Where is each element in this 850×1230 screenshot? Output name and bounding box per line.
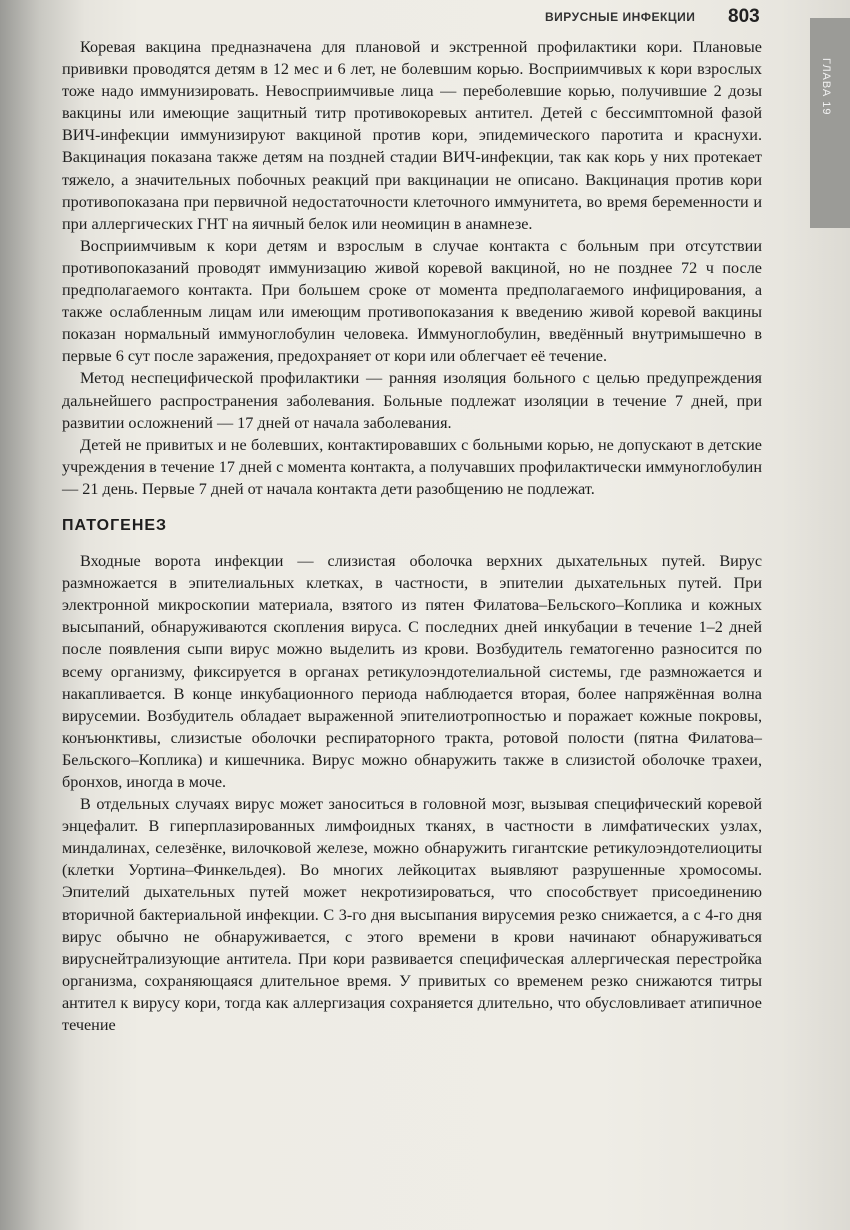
chapter-side-tab [810,18,850,228]
page-number: 803 [728,6,760,27]
paragraph-nonspecific-prevention: Метод неспецифической профилактики — ранняя изоляция больного с целью предупреждения дальнейшего распространения заболевания. Больные подлежат изоляции в течение 7 дней, при развитии осложнений — 17 дней от начала заболевания. [62,369,762,432]
paragraph-encephalitis: В отдельных случаях вирус может заноситься в головной мозг, вызывая специфический коревой энцефалит. В гиперплазированных лимфоидных тканях, в частности в лимфатических узлах, миндалинах, селезёнке, вилочковой железе, можно обнаружить гигантские ретикулоэндотелиоциты (клетки Уортина–Финкельдея). Во многих лейкоцитах выявляют разрушенные хромосомы. Эпителий дыхательных путей может некротизироваться, что способствует присоединению вторичной бактериальной инфекции. С 3-го дня высыпания вирусемия резко снижается, а с 4-го дня вирус обычно не обнаруживается, с этого времени в крови начинают обнаруживаться вируснейтрализующие антитела. При кори развивается специфическая аллергическая перестройка организма, сохраняющаяся длительное время. У привитых со временем резко снижаются титры антител к вирусу кори, тогда как аллергизация сохраняется длительно, что обусловливает атипичное течение [62,795,762,1035]
chapter-side-tab-label: ГЛАВА 19 [820,58,832,116]
paragraph-contact-quarantine: Детей не привитых и не болевших, контактировавших с больными корью, не допускают в детские учреждения в течение 17 дней с момента контакта, а получавших профилактически иммуноглобулин — 21 день. Первые 7 дней от начала контакта дети разобщению не подлежат. [62,435,762,498]
paragraph-vaccine-purpose: Коревая вакцина предназначена для плановой и экстренной профилактики кори. Плановые прививки проводятся детям в 12 мес и 6 лет, не болевшим корью. Восприимчивых к кори взрослых тоже надо иммунизировать. Невосприимчивые лица — переболевшие корью, получившие 2 дозы вакцины или имеющие защитный титр противокоревых антител. Детей с бессимптомной фазой ВИЧ-инфекции иммунизируют вакциной против кори, эпидемического паротита и краснухи. Вакцинация показана также детям на поздней стадии ВИЧ-инфекции, так как корь у них протекает тяжело, а значительных побочных реакций при вакцинации не описано. Вакцинация против кори противопоказана при первичной недостаточности клеточного иммунитета, во время беременности и при аллергических ГНТ на яичный белок или неомицин в анамнезе. [62,38,762,233]
running-title: ВИРУСНЫЕ ИНФЕКЦИИ [545,10,696,24]
paragraph-emergency-immunization: Восприимчивым к кори детям и взрослым в случае контакта с больным при отсутствии противопоказаний проводят иммунизацию живой коревой вакциной, но не позднее 72 ч после предполагаемого контакта. При большем сроке от момента предполагаемого инфицирования, а также ослабленным лицам или имеющим противопоказания к введению живой коревой вакцины показан нормальный иммуноглобулин человека. Иммуноглобулин, введённый внутримышечно в первые 6 сут после заражения, предохраняет от кори или облегчает её течение. [62,236,762,366]
paragraph-entry-gates: Входные ворота инфекции — слизистая оболочка верхних дыхательных путей. Вирус размножается в эпителиальных клетках, в частности, в эпителии дыхательных путей. При электронной микроскопии материала, взятого из пятен Филатова–Бельского–Коплика и кожных высыпаний, обнаруживаются скопления вируса. С последних дней инкубации в течение 1–2 дней после появления сыпи вирус можно выделить из крови. Возбудитель гематогенно разносится по всему организму, фиксируется в органах ретикулоэндотелиальной системы, где размножается и накапливается. В конце инкубационного периода наблюдается вторая, более напряжённая волна вирусемии. Возбудитель обладает выраженной эпителиотропностью и поражает кожные покровы, конъюнктивы, слизистые оболочки респираторного тракта, ротовой полости (пятна Филатова–Бельского–Коплика) и кишечника. Вирус можно обнаружить также в слизистой оболочке трахеи, бронхов, иногда в моче. [62,552,762,791]
section-heading-pathogenesis: ПАТОГЕНЕЗ [62,516,168,534]
body-text [62,36,762,1036]
